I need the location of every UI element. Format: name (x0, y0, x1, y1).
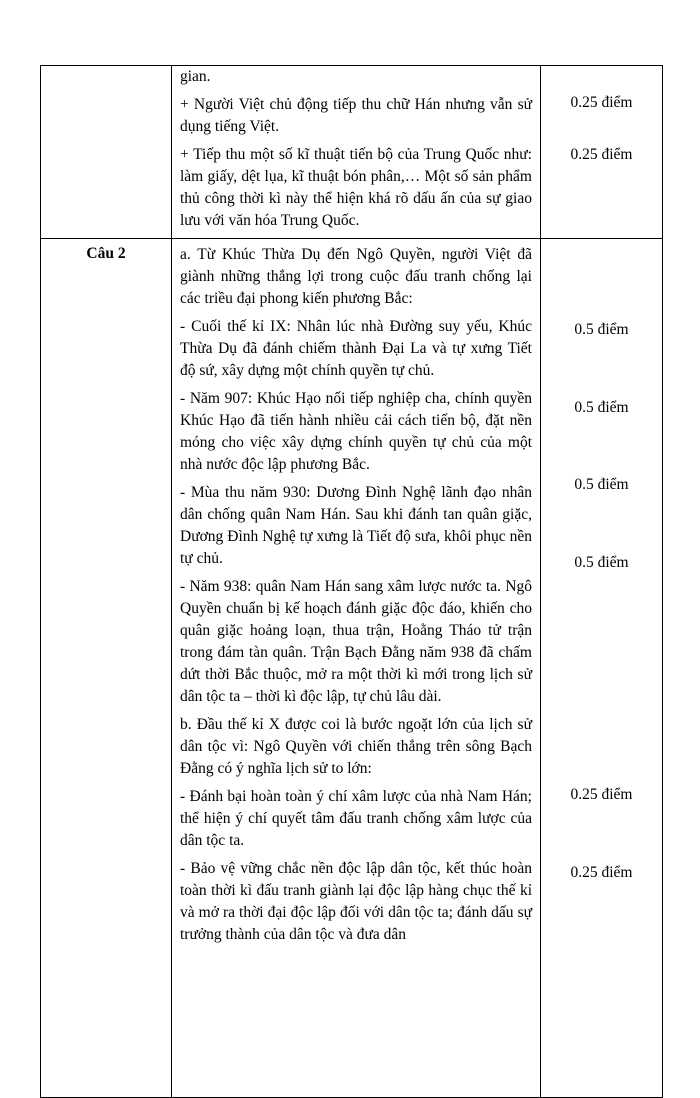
content-cell (172, 66, 541, 239)
answer-paragraph: + Tiếp thu một số kĩ thuật tiến bộ của Trung Quốc như: làm giấy, dệt lụa, kĩ thuật bón phân,… Một số sản phẩm thủ công thời kì này thể hiện khá rõ dấu ấn của sự giao lưu với văn hóa Trung Quốc. (180, 146, 532, 229)
score-value: 0.25 điểm (570, 94, 633, 111)
question-cell (41, 239, 172, 1098)
table-row (41, 66, 663, 239)
score-cell (541, 239, 663, 1098)
score-value: 0.5 điểm (574, 321, 629, 338)
content-cell (172, 239, 541, 1098)
answer-table (40, 65, 663, 1098)
score-value: 0.25 điểm (570, 864, 633, 881)
question-label: Câu 2 (86, 245, 126, 262)
score-value: 0.5 điểm (574, 476, 629, 493)
answer-paragraph: - Cuối thế kỉ IX: Nhân lúc nhà Đường suy yếu, Khúc Thừa Dụ đã đánh chiếm thành Đại La và tự xưng Tiết độ sứ, xây dựng một chính quyền tự chủ. (180, 318, 532, 379)
answer-paragraph: - Mùa thu năm 930: Dương Đình Nghệ lãnh đạo nhân dân chống quân Nam Hán. Sau khi đánh tan quân giặc, Dương Đình Nghệ tự xưng là Tiết độ sưa, khôi phục nền tự chủ. (180, 484, 532, 567)
answer-paragraph: - Năm 938: quân Nam Hán sang xâm lược nước ta. Ngô Quyền chuẩn bị kế hoạch đánh giặc độc đáo, khiến cho quân giặc hoảng loạn, thua trận, Hoằng Tháo tử trận trong đám tàn quân. Trận Bạch Đằng năm 938 đã chấm dứt thời Bắc thuộc, mở ra một thời kì mới trong lịch sử dân tộc ta – thời kì độc lập, tự chủ lâu dài. (180, 578, 532, 705)
question-cell (41, 66, 172, 239)
answer-paragraph: - Bảo vệ vững chắc nền độc lập dân tộc, kết thúc hoàn toàn thời kì đấu tranh giành lại độc lập hàng chục thế kỉ và mở ra thời đại độc lập đối với dân tộc ta; đánh dấu sự trưởng thành của dân tộc và đưa dân (180, 860, 532, 943)
score-cell (541, 66, 663, 239)
answer-paragraph: gian. (180, 68, 211, 85)
answer-paragraph: - Đánh bại hoàn toàn ý chí xâm lược của nhà Nam Hán; thể hiện ý chí quyết tâm đấu tranh chống xâm lược của dân tộc ta. (180, 788, 532, 849)
content-clip (172, 244, 540, 1097)
answer-paragraph: a. Từ Khúc Thừa Dụ đến Ngô Quyền, người Việt đã giành những thắng lợi trong cuộc đấu tranh chống lại các triều đại phong kiến phương Bắc: (180, 246, 532, 307)
answer-paragraph: b. Đầu thế kỉ X được coi là bước ngoặt lớn của lịch sử dân tộc vì: Ngô Quyền với chiến thắng trên sông Bạch Đằng có ý nghĩa lịch sử to lớn: (180, 716, 532, 777)
score-value: 0.5 điểm (574, 399, 629, 416)
table-row (41, 239, 663, 1098)
answer-paragraph: - Năm 907: Khúc Hạo nối tiếp nghiệp cha, chính quyền Khúc Hạo đã tiến hành nhiều cải cách tiến bộ, đặt nền móng cho việc xây dựng chính quyền tự chủ của một nhà nước độc lập phương Bắc. (180, 390, 532, 473)
score-value: 0.25 điểm (570, 146, 633, 163)
answer-paragraph: + Người Việt chủ động tiếp thu chữ Hán nhưng vẫn sử dụng tiếng Việt. (180, 96, 532, 135)
score-value: 0.25 điểm (570, 786, 633, 803)
score-value: 0.5 điểm (574, 554, 629, 571)
